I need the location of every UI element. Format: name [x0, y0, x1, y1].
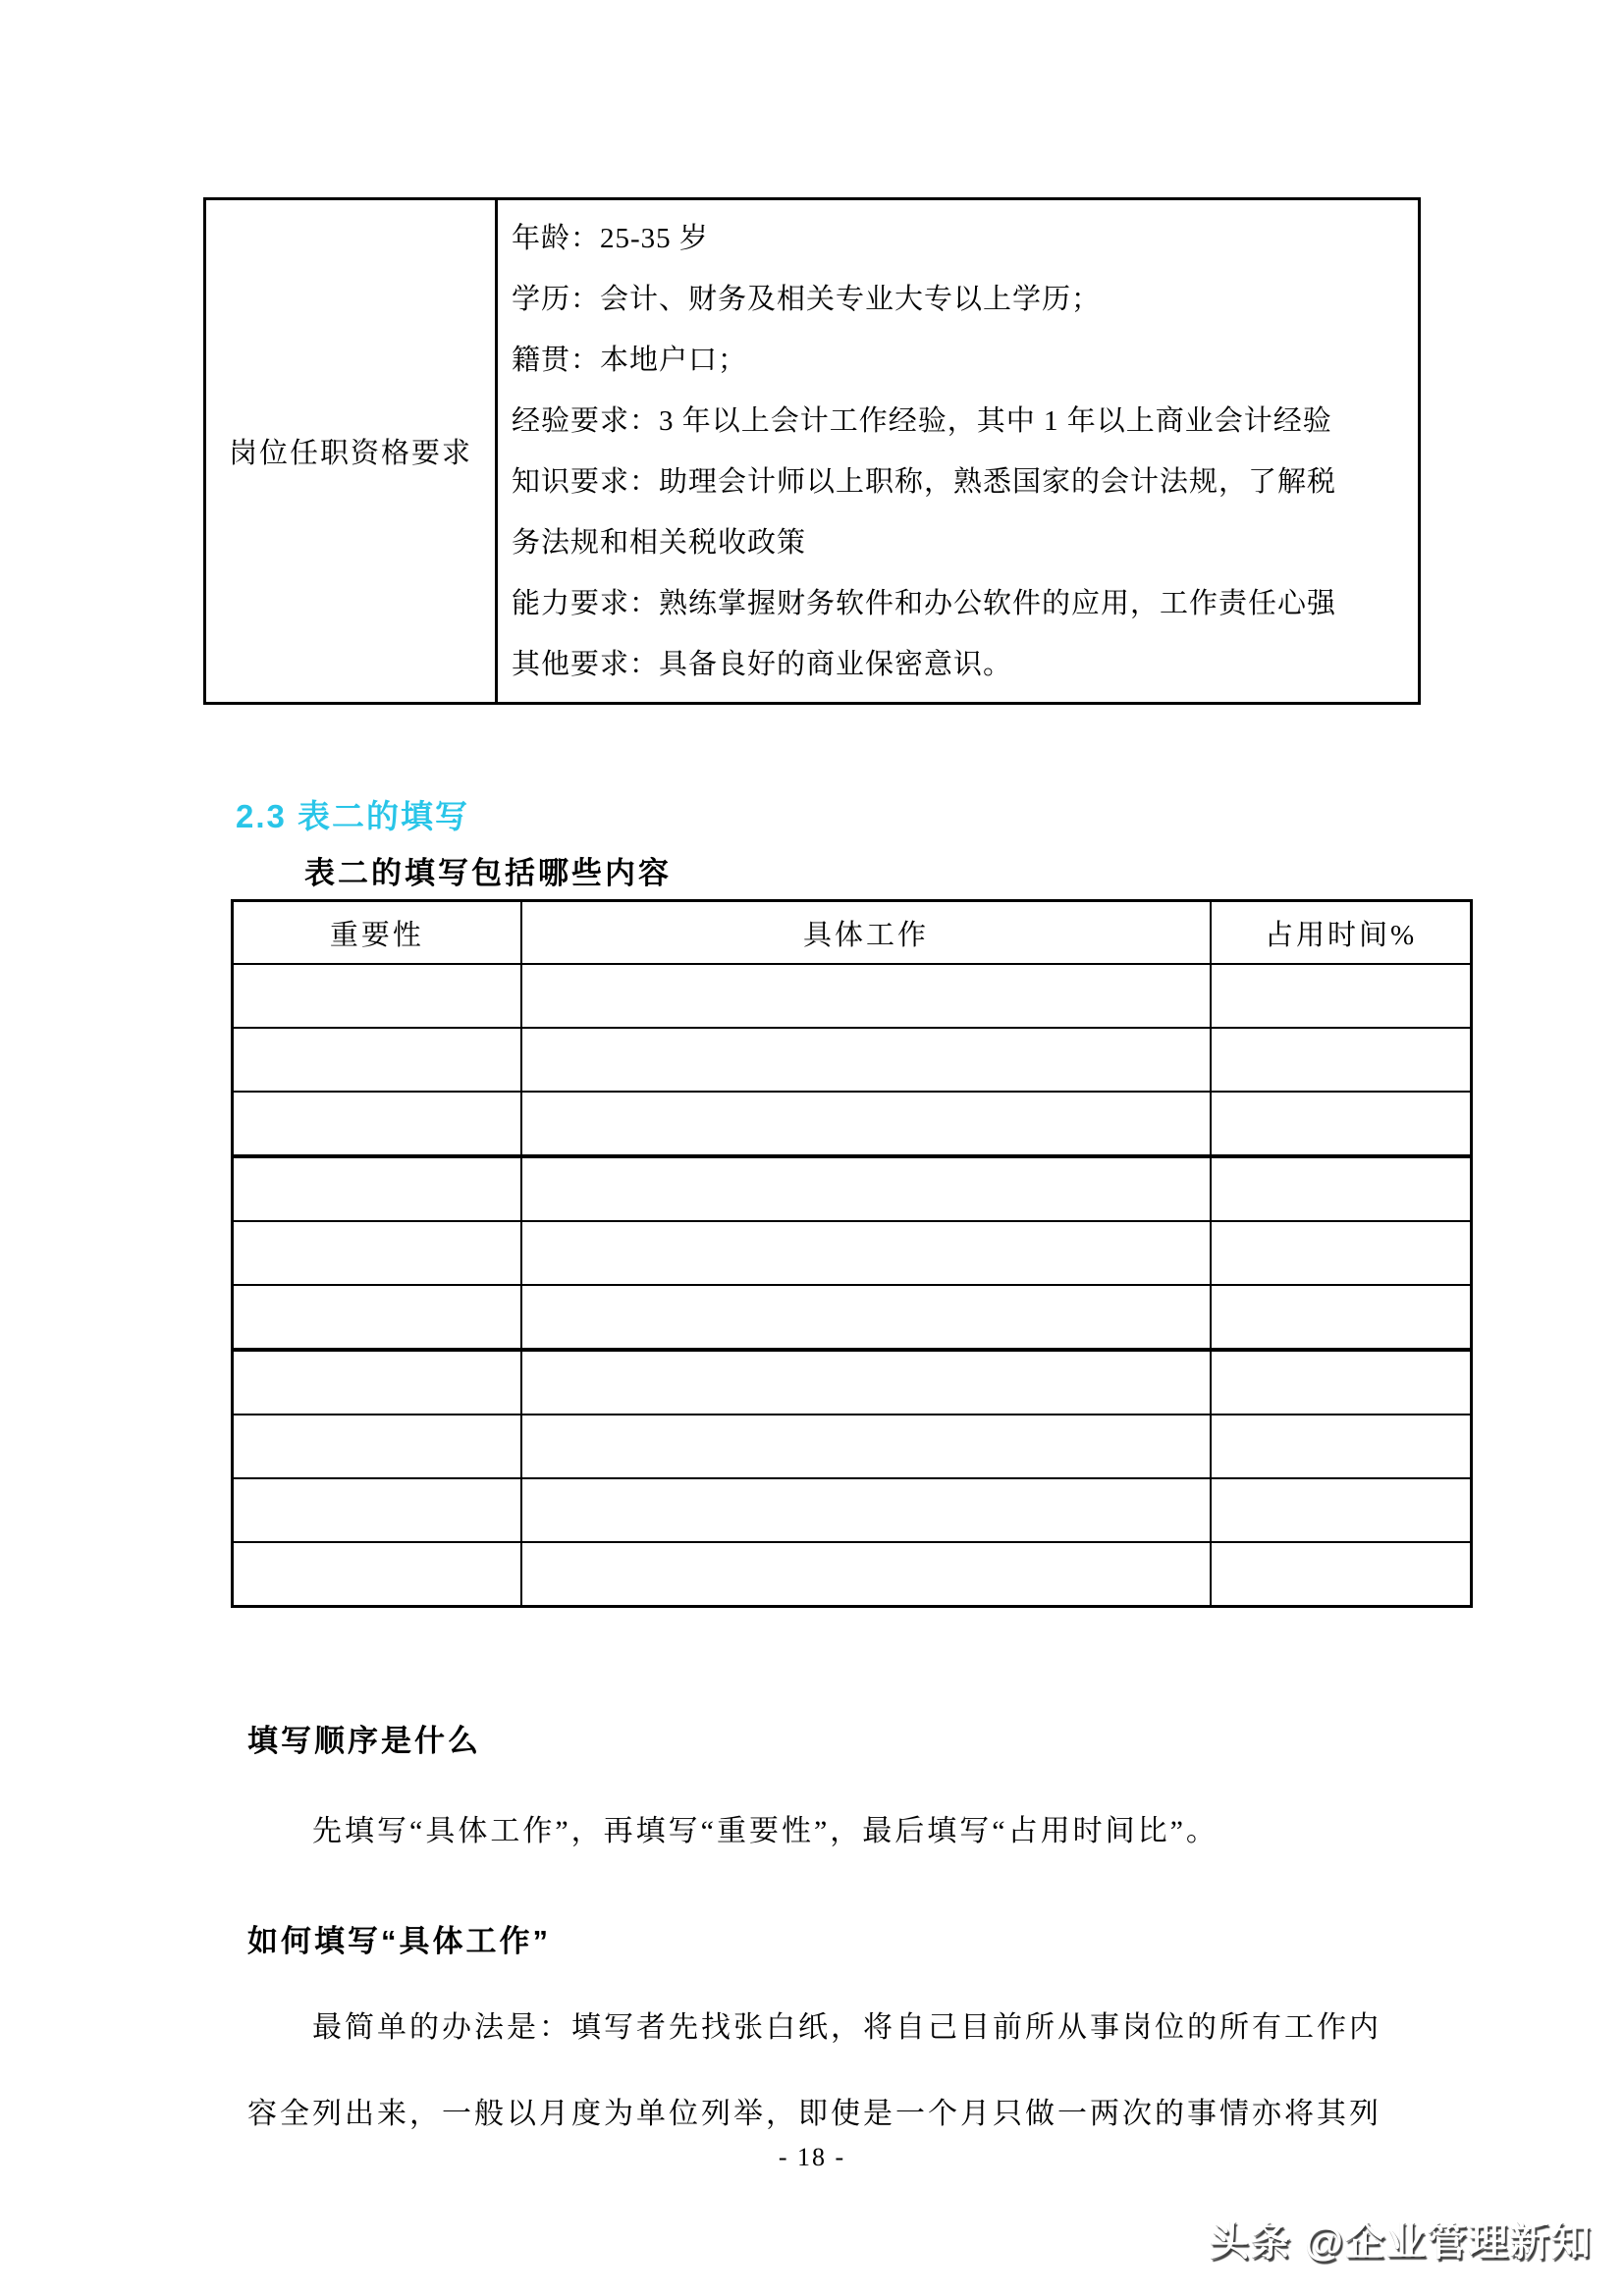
empty-cell: [1211, 1221, 1471, 1285]
qualification-content-cell: [497, 199, 1420, 704]
empty-cell: [521, 1542, 1212, 1607]
empty-form-row: [233, 1221, 1472, 1285]
empty-cell: [233, 1542, 521, 1607]
empty-cell: [233, 1028, 521, 1092]
empty-form-row: [233, 1028, 1472, 1092]
empty-form-row: [233, 1092, 1472, 1156]
empty-cell: [233, 1156, 521, 1221]
empty-cell: [1211, 1350, 1471, 1415]
qa-how-to-fill-line-2: 容全列出来，一般以月度为单位列举，即使是一个月只做一两次的事情亦将其列: [247, 2098, 1381, 2130]
empty-form-row: [233, 964, 1472, 1028]
watermark: 头条 @企业管理新知: [1209, 2220, 1593, 2264]
qa-heading-how-to-fill: 如何填写“具体工作”: [247, 1924, 551, 1958]
empty-cell: [233, 1285, 521, 1350]
empty-form-row: [233, 1156, 1472, 1221]
empty-cell: [521, 1221, 1212, 1285]
qa-how-to-fill-line-1: 最简单的办法是：填写者先找张白纸，将自己目前所从事岗位的所有工作内: [312, 2011, 1381, 2044]
empty-cell: [521, 964, 1212, 1028]
empty-form-row: [233, 1350, 1472, 1415]
empty-cell: [521, 1350, 1212, 1415]
empty-cell: [233, 1221, 521, 1285]
empty-cell: [1211, 1156, 1471, 1221]
empty-cell: [233, 1350, 521, 1415]
empty-cell: [233, 1478, 521, 1542]
empty-cell: [233, 964, 521, 1028]
table-two-subtitle: 表二的填写包括哪些内容: [304, 856, 672, 890]
empty-form-row: [233, 1478, 1472, 1542]
col-header-importance: 重要性: [233, 901, 521, 965]
page-number: - 18 -: [778, 2143, 846, 2171]
empty-cell: [233, 1092, 521, 1156]
qa-fill-order-paragraph: 先填写“具体工作”，再填写“重要性”，最后填写“占用时间比”。: [312, 1815, 1218, 1847]
col-header-time-percent: 占用时间%: [1211, 901, 1471, 965]
empty-cell: [1211, 1542, 1471, 1607]
empty-cell: [521, 1415, 1212, 1478]
qa-heading-fill-order: 填写顺序是什么: [247, 1724, 481, 1758]
qualification-line-knowledge-wrap: 务法规和相关税收政策: [512, 526, 807, 559]
qualification-line-age: 年龄：25-35 岁: [512, 222, 709, 254]
qualification-table: [203, 197, 1421, 705]
qualification-line-residence: 籍贯：本地户口；: [512, 344, 748, 376]
col-header-specific-work: 具体工作: [521, 901, 1212, 965]
qualification-line-ability: 能力要求：熟练掌握财务软件和办公软件的应用，工作责任心强: [512, 587, 1337, 619]
empty-form-row: [233, 1542, 1472, 1607]
empty-cell: [1211, 1092, 1471, 1156]
empty-cell: [521, 1478, 1212, 1542]
section-heading-2-3: 2.3 表二的填写: [236, 798, 470, 834]
empty-form-row: [233, 1415, 1472, 1478]
form-table-header-row: [233, 901, 1472, 965]
qualification-line-education: 学历：会计、财务及相关专业大专以上学历；: [512, 283, 1102, 315]
empty-cell: [1211, 964, 1471, 1028]
empty-cell: [233, 1415, 521, 1478]
empty-cell: [1211, 1478, 1471, 1542]
empty-cell: [1211, 1028, 1471, 1092]
empty-cell: [1211, 1415, 1471, 1478]
form-table: [231, 899, 1473, 1608]
empty-cell: [1211, 1285, 1471, 1350]
empty-cell: [521, 1285, 1212, 1350]
qualification-line-other: 其他要求：具备良好的商业保密意识。: [512, 648, 1013, 680]
qualification-line-knowledge: 知识要求：助理会计师以上职称，熟悉国家的会计法规，了解税: [512, 465, 1337, 498]
empty-cell: [521, 1156, 1212, 1221]
empty-cell: [521, 1028, 1212, 1092]
empty-form-row: [233, 1285, 1472, 1350]
qualification-row-label: 岗位任职资格要求: [205, 199, 497, 704]
qualification-line-experience: 经验要求：3 年以上会计工作经验，其中 1 年以上商业会计经验: [512, 404, 1332, 437]
empty-cell: [521, 1092, 1212, 1156]
qualification-row: [205, 199, 1420, 704]
